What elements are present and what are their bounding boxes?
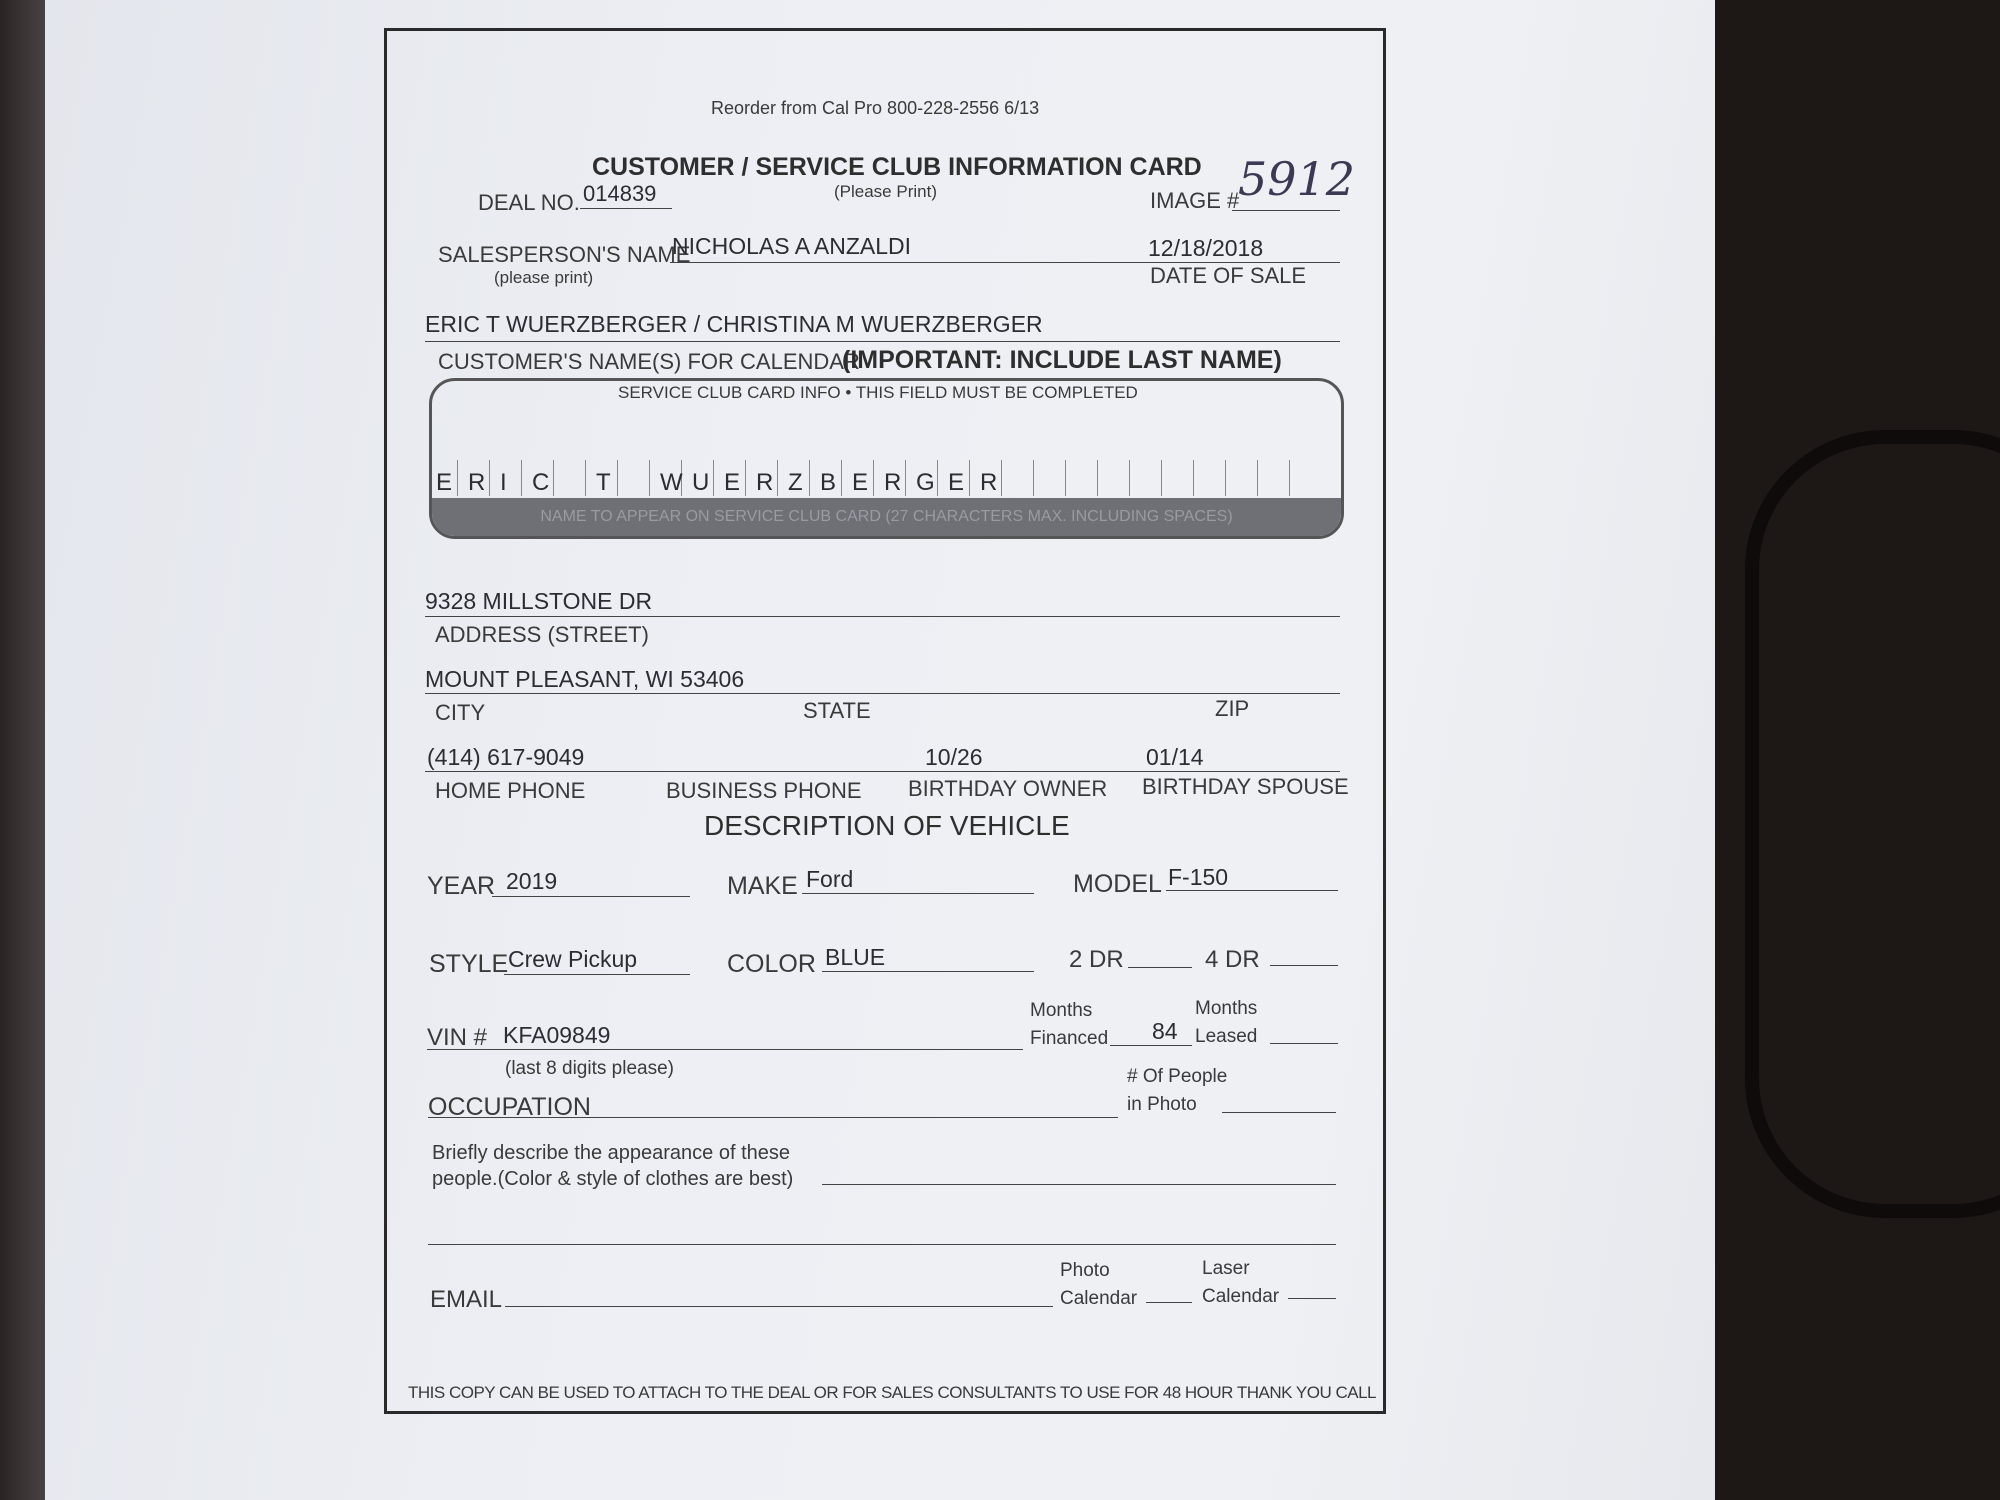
- vin-line: [427, 1049, 1023, 1050]
- photo-calendar-label-bottom: Calendar: [1060, 1288, 1138, 1309]
- email-label: EMAIL: [430, 1286, 503, 1313]
- color-label: COLOR: [727, 950, 816, 978]
- laser-calendar-label-top: Laser: [1202, 1258, 1250, 1279]
- occupation-line: [428, 1117, 1118, 1118]
- vin-label: VIN #: [427, 1024, 488, 1051]
- model-label: MODEL: [1073, 870, 1162, 898]
- style-label: STYLE: [429, 950, 509, 978]
- service-club-char: E: [948, 469, 965, 496]
- deal-no-label: DEAL NO.: [478, 190, 580, 215]
- address-value: 9328 MILLSTONE DR: [425, 588, 653, 614]
- salesperson-print-note: (please print): [494, 268, 594, 287]
- months-leased-line: [1270, 1043, 1338, 1044]
- four-door-label: 4 DR: [1205, 946, 1260, 973]
- model-line: [1166, 890, 1338, 891]
- deal-no-value: 014839: [583, 181, 657, 206]
- service-club-char: R: [756, 469, 774, 496]
- char-cell-divider: [649, 460, 650, 496]
- laser-calendar-label-bottom: Calendar: [1202, 1286, 1280, 1307]
- date-of-sale-value: 12/18/2018: [1148, 235, 1264, 261]
- model-value: F-150: [1168, 864, 1229, 890]
- char-cell-divider: [809, 460, 810, 496]
- char-cell-divider: [1289, 460, 1290, 496]
- customer-names-value: ERIC T WUERZBERGER / CHRISTINA M WUERZBERGER: [425, 311, 1043, 337]
- phone-line: [425, 771, 1340, 772]
- char-cell-divider: [1129, 460, 1130, 496]
- birthday-spouse-value: 01/14: [1146, 744, 1204, 770]
- image-no-label: IMAGE #: [1150, 188, 1240, 213]
- months-financed-label-bottom: Financed: [1030, 1028, 1109, 1049]
- service-club-char: R: [884, 469, 902, 496]
- two-door-label: 2 DR: [1069, 946, 1124, 973]
- service-club-char: U: [692, 469, 710, 496]
- service-club-header: SERVICE CLUB CARD INFO • THIS FIELD MUST BE COMPLETED: [618, 383, 1138, 402]
- people-in-photo-label-top: # Of People: [1127, 1066, 1228, 1087]
- char-cell-divider: [585, 460, 586, 496]
- service-club-char: E: [436, 469, 453, 496]
- home-phone-label: HOME PHONE: [435, 778, 586, 803]
- laser-calendar-line: [1288, 1298, 1336, 1299]
- important-note: (IMPORTANT: INCLUDE LAST NAME): [842, 346, 1282, 374]
- char-cell-divider: [745, 460, 746, 496]
- style-line: [504, 974, 690, 975]
- char-cell-divider: [617, 460, 618, 496]
- service-club-char: B: [820, 469, 837, 496]
- char-cell-divider: [1193, 460, 1194, 496]
- occupation-label: OCCUPATION: [428, 1093, 591, 1121]
- color-line: [822, 971, 1034, 972]
- char-cell-divider: [777, 460, 778, 496]
- char-cell-divider: [1001, 460, 1002, 496]
- char-cell-divider: [841, 460, 842, 496]
- make-line: [802, 893, 1034, 894]
- char-cell-divider: [937, 460, 938, 496]
- char-cell-divider: [1161, 460, 1162, 496]
- service-club-footer: NAME TO APPEAR ON SERVICE CLUB CARD (27 CHARACTERS MAX. INCLUDING SPACES): [432, 498, 1341, 536]
- color-value: BLUE: [825, 944, 886, 970]
- year-label: YEAR: [427, 872, 496, 900]
- customer-names-line: [425, 341, 1340, 342]
- background-left: [0, 0, 48, 1500]
- image-no-line: [1232, 210, 1340, 211]
- char-cell-divider: [969, 460, 970, 496]
- city-state-zip-value: MOUNT PLEASANT, WI 53406: [425, 666, 745, 692]
- describe-line-1: [822, 1184, 1336, 1185]
- service-club-char: E: [724, 469, 741, 496]
- months-financed-line: [1110, 1045, 1192, 1046]
- city-label: CITY: [435, 700, 486, 725]
- service-club-char: E: [852, 469, 869, 496]
- make-value: Ford: [806, 866, 854, 892]
- style-value: Crew Pickup: [508, 946, 638, 972]
- photo-calendar-label-top: Photo: [1060, 1260, 1110, 1281]
- service-club-char: W: [660, 469, 683, 496]
- char-cell-divider: [553, 460, 554, 496]
- please-print-note: (Please Print): [834, 182, 937, 201]
- char-cell-divider: [905, 460, 906, 496]
- describe-prompt-line-2: people.(Color & style of clothes are best): [432, 1168, 794, 1190]
- form-title: CUSTOMER / SERVICE CLUB INFORMATION CARD: [592, 153, 1202, 181]
- photo-calendar-line: [1146, 1302, 1192, 1303]
- email-line: [505, 1306, 1053, 1307]
- year-line: [492, 896, 690, 897]
- city-line: [425, 693, 1340, 694]
- four-door-line: [1270, 965, 1338, 966]
- birthday-owner-label: BIRTHDAY OWNER: [908, 776, 1108, 801]
- zip-label: ZIP: [1215, 696, 1250, 721]
- describe-line-2: [428, 1244, 1336, 1245]
- char-cell-divider: [1225, 460, 1226, 496]
- address-label: ADDRESS (STREET): [435, 622, 649, 647]
- months-leased-label-bottom: Leased: [1195, 1026, 1258, 1047]
- months-financed-value: 84: [1152, 1018, 1178, 1044]
- months-leased-label-top: Months: [1195, 998, 1258, 1019]
- date-of-sale-label: DATE OF SALE: [1150, 263, 1307, 288]
- months-financed-label-top: Months: [1030, 1000, 1093, 1021]
- service-club-char: R: [468, 469, 486, 496]
- make-label: MAKE: [727, 872, 798, 900]
- char-cell-divider: [1257, 460, 1258, 496]
- service-club-char: C: [532, 469, 550, 496]
- salesperson-label: SALESPERSON'S NAME: [438, 242, 691, 267]
- char-cell-divider: [1097, 460, 1098, 496]
- salesperson-value: NICHOLAS A ANZALDI: [672, 233, 912, 259]
- footer-note: THIS COPY CAN BE USED TO ATTACH TO THE DEAL OR FOR SALES CONSULTANTS TO USE FOR 48 HOUR THANK YOU CALL: [408, 1383, 1376, 1402]
- cable: [1745, 430, 2000, 1218]
- deal-no-line: [580, 208, 672, 209]
- business-phone-label: BUSINESS PHONE: [666, 778, 862, 803]
- char-cell-divider: [521, 460, 522, 496]
- service-club-char: I: [500, 469, 507, 496]
- image-no-handwritten: 5912: [1238, 152, 1356, 206]
- service-club-char: T: [596, 469, 611, 496]
- service-club-char: G: [916, 469, 935, 496]
- people-in-photo-label-bottom: in Photo: [1127, 1094, 1197, 1115]
- char-cell-divider: [489, 460, 490, 496]
- char-cell-divider: [457, 460, 458, 496]
- birthday-spouse-label: BIRTHDAY SPOUSE: [1142, 774, 1349, 799]
- vin-note: (last 8 digits please): [505, 1058, 674, 1079]
- state-label: STATE: [803, 698, 871, 723]
- year-value: 2019: [506, 868, 558, 894]
- people-in-photo-line: [1222, 1112, 1336, 1113]
- describe-prompt-line-1: Briefly describe the appearance of these: [432, 1142, 790, 1164]
- char-cell-divider: [1033, 460, 1034, 496]
- customer-names-label: CUSTOMER'S NAME(S) FOR CALENDAR: [438, 349, 860, 374]
- address-line: [425, 616, 1340, 617]
- two-door-line: [1128, 967, 1192, 968]
- service-club-char: R: [980, 469, 998, 496]
- service-club-box: [429, 378, 1344, 539]
- char-cell-divider: [713, 460, 714, 496]
- reorder-note: Reorder from Cal Pro 800-228-2556 6/13: [711, 98, 1040, 118]
- vin-value: KFA09849: [503, 1022, 611, 1048]
- home-phone-value: (414) 617-9049: [427, 744, 585, 770]
- char-cell-divider: [873, 460, 874, 496]
- vehicle-section-title: DESCRIPTION OF VEHICLE: [704, 810, 1070, 841]
- char-cell-divider: [1065, 460, 1066, 496]
- service-club-char: Z: [788, 469, 803, 496]
- birthday-owner-value: 10/26: [925, 744, 983, 770]
